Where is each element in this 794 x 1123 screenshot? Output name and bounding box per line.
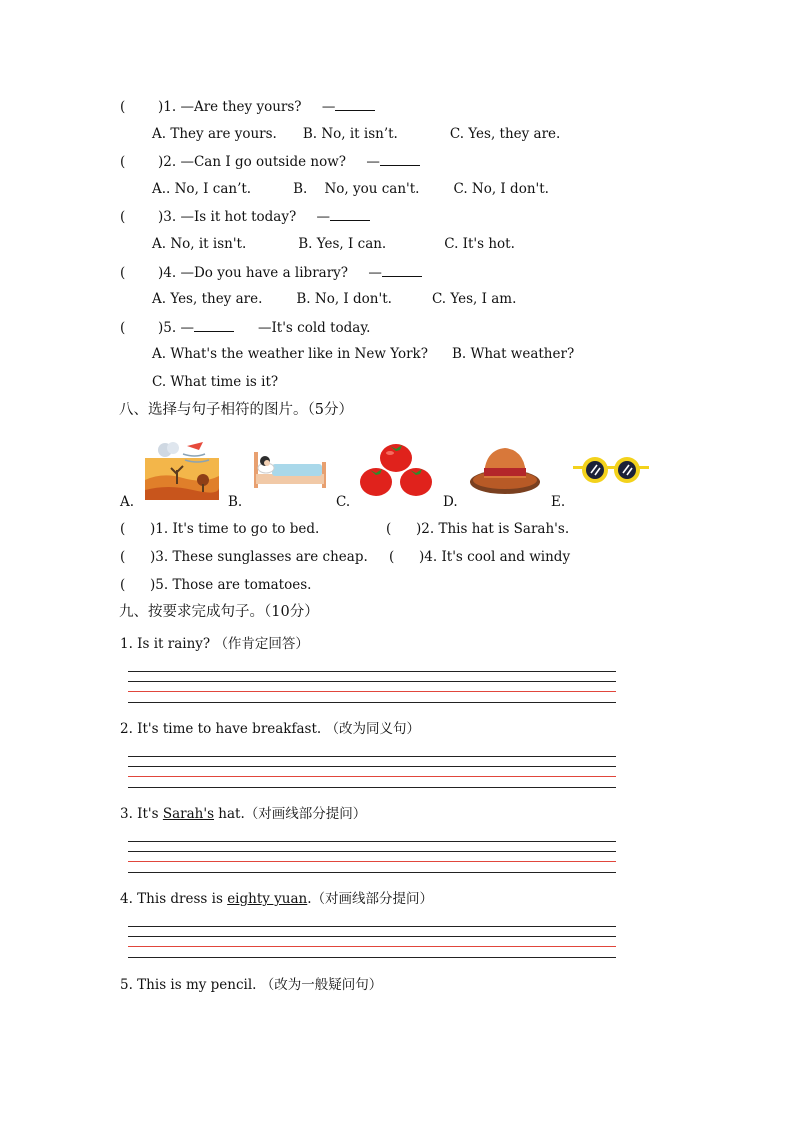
- bed-icon: [252, 448, 328, 494]
- question-stem: 2. —Can I go outside now?: [163, 154, 347, 170]
- question-4: ( )4. —Do you have a library? —: [120, 264, 422, 281]
- question-stem: 3. —Is it hot today?: [163, 209, 297, 225]
- writing-line-red[interactable]: [128, 776, 616, 777]
- writing-line[interactable]: [128, 926, 616, 927]
- question-2-options: [152, 181, 549, 197]
- writing-line[interactable]: [128, 872, 616, 873]
- match-item-3: ( )3. These sunglasses are cheap.: [120, 549, 368, 565]
- question-5: ( )5. — —It's cold today.: [120, 320, 371, 336]
- writing-line[interactable]: [128, 671, 616, 672]
- question-stem: 4. —Do you have a library?: [163, 265, 349, 281]
- option-c: C. What time is it?: [152, 374, 279, 390]
- underlined-part: eighty yuan: [227, 891, 308, 907]
- rewrite-question-4: 4. This dress is eighty yuan.（对画线部分提问）: [120, 891, 434, 907]
- hat-icon: [468, 444, 542, 500]
- writing-line[interactable]: [128, 851, 616, 852]
- option-b: B. Yes, I can.: [298, 236, 387, 252]
- windy-autumn-landscape-icon: [143, 440, 221, 504]
- writing-line[interactable]: [128, 702, 616, 703]
- option-a: A. What's the weather like in New York?: [152, 346, 428, 362]
- option-a: A. They are yours.: [152, 126, 277, 142]
- question-3-options: [152, 236, 515, 252]
- option-b: B. What weather?: [451, 346, 575, 362]
- question-3: ( )3. —Is it hot today? —: [120, 208, 370, 225]
- picture-letter-a: A.: [120, 494, 135, 510]
- writing-line[interactable]: [128, 957, 616, 958]
- sunglasses-icon: [573, 455, 649, 489]
- rewrite-question-2: 2. It's time to have breakfast. （改为同义句）: [120, 721, 420, 737]
- option-a: A. Yes, they are.: [152, 291, 263, 307]
- option-c: C. Yes, I am.: [431, 291, 517, 307]
- writing-line-red[interactable]: [128, 861, 616, 862]
- match-item-4: ( )4. It's cool and windy: [389, 549, 571, 565]
- underlined-part: Sarah's: [162, 806, 215, 822]
- match-item-2: ( )2. This hat is Sarah's.: [386, 521, 570, 537]
- option-c: C. It's hot.: [444, 236, 515, 252]
- option-a: A.. No, I can’t.: [152, 181, 252, 197]
- question-5-option-c: [152, 374, 278, 390]
- picture-letter-c: C.: [336, 494, 351, 510]
- writing-line-red[interactable]: [128, 946, 616, 947]
- question-1: ( )1. —Are they yours? —: [120, 98, 375, 115]
- option-b: B. No, I don't.: [296, 291, 392, 307]
- match-item-5: ( )5. Those are tomatoes.: [120, 577, 312, 593]
- section-heading-8: 八、选择与句子相符的图片。（5分）: [119, 402, 353, 418]
- option-c: C. Yes, they are.: [449, 126, 561, 142]
- option-b: B. No, you can't.: [293, 181, 420, 197]
- writing-line[interactable]: [128, 841, 616, 842]
- question-1-options: [152, 126, 560, 142]
- question-5-options: [152, 346, 574, 362]
- question-4-options: [152, 291, 516, 307]
- answer-blank[interactable]: [382, 264, 422, 277]
- writing-line[interactable]: [128, 756, 616, 757]
- match-item-1: ( )1. It's time to go to bed.: [120, 521, 320, 537]
- tomatoes-icon: [358, 440, 436, 504]
- picture-letter-e: E.: [551, 494, 566, 510]
- answer-blank[interactable]: [194, 319, 234, 332]
- writing-line[interactable]: [128, 681, 616, 682]
- option-a: A. No, it isn't.: [152, 236, 247, 252]
- question-2: ( )2. —Can I go outside now? —: [120, 153, 420, 170]
- question-stem: 1. —Are they yours?: [163, 99, 302, 115]
- writing-line-red[interactable]: [128, 691, 616, 692]
- question-stem: 5. —: [163, 320, 194, 336]
- rewrite-question-3: 3. It's Sarah's hat.（对画线部分提问）: [120, 806, 367, 822]
- answer-blank[interactable]: [330, 208, 370, 221]
- option-b: B. No, it isn’t.: [302, 126, 398, 142]
- answer-blank[interactable]: [380, 153, 420, 166]
- rewrite-question-1: 1. Is it rainy? （作肯定回答）: [120, 636, 309, 652]
- option-c: C. No, I don't.: [453, 181, 549, 197]
- rewrite-question-5: 5. This is my pencil. （改为一般疑问句）: [120, 977, 383, 993]
- writing-line[interactable]: [128, 936, 616, 937]
- picture-letter-b: B.: [228, 494, 243, 510]
- section-heading-9: 九、按要求完成句子。（10分）: [119, 604, 319, 620]
- writing-line[interactable]: [128, 766, 616, 767]
- writing-line[interactable]: [128, 787, 616, 788]
- picture-letter-d: D.: [443, 494, 458, 510]
- answer-blank[interactable]: [335, 98, 375, 111]
